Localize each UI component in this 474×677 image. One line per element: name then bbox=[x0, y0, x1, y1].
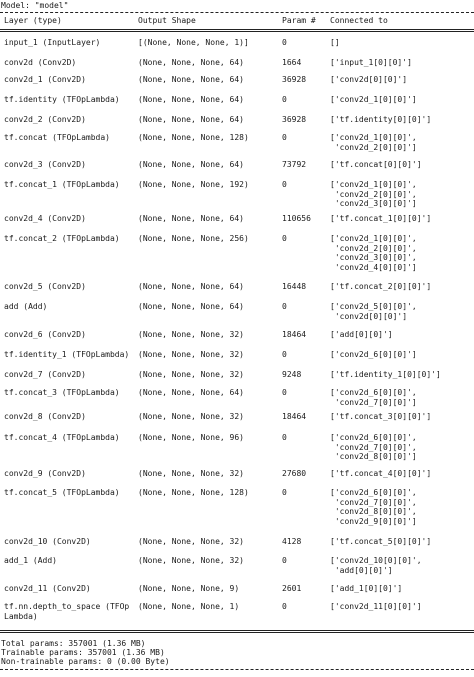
param-count-cell: 9248 bbox=[282, 370, 302, 379]
connected-to-cell bbox=[330, 469, 472, 479]
connected-to-cell bbox=[330, 330, 472, 340]
layer-name-cell: conv2d_4 (Conv2D) bbox=[4, 214, 86, 223]
connected-to-line: 'conv2d_8[0][0]', bbox=[330, 507, 417, 516]
layer-name-cell: conv2d_6 (Conv2D) bbox=[4, 330, 86, 339]
param-count-cell: 1664 bbox=[282, 58, 302, 67]
connected-to-line: ['tf.concat_3[0][0]'] bbox=[330, 412, 432, 421]
connected-to-line: ['conv2d_6[0][0]', bbox=[330, 388, 417, 397]
connected-to-cell bbox=[330, 302, 472, 321]
output-shape-cell: (None, None, None, 1) bbox=[138, 602, 240, 611]
connected-to-line: ['conv2d_6[0][0]'] bbox=[330, 350, 417, 359]
connected-to-cell bbox=[330, 602, 472, 612]
output-shape-cell: (None, None, None, 128) bbox=[138, 133, 249, 142]
output-shape-cell: (None, None, None, 192) bbox=[138, 180, 249, 189]
layer-name-cell: conv2d_2 (Conv2D) bbox=[4, 115, 86, 124]
param-count-cell: 0 bbox=[282, 95, 287, 104]
connected-to-line: ['add[0][0]'] bbox=[330, 330, 393, 339]
connected-to-cell bbox=[330, 38, 472, 48]
layer-name-cell: add (Add) bbox=[4, 302, 48, 311]
connected-to-line: ['conv2d_10[0][0]', bbox=[330, 556, 422, 565]
param-count-cell: 0 bbox=[282, 433, 287, 442]
output-shape-cell: (None, None, None, 64) bbox=[138, 160, 244, 169]
output-shape-cell: (None, None, None, 64) bbox=[138, 75, 244, 84]
connected-to-line: ['tf.concat[0][0]'] bbox=[330, 160, 422, 169]
param-count-cell: 16448 bbox=[282, 282, 307, 291]
connected-to-cell bbox=[330, 488, 472, 526]
param-count-cell: 0 bbox=[282, 133, 287, 142]
connected-to-line: 'conv2d_2[0][0]', bbox=[330, 243, 417, 253]
layer-name-cell: tf.concat_5 (TFOpLambda) bbox=[4, 488, 120, 497]
layer-name-cell: tf.identity (TFOpLambda) bbox=[4, 95, 120, 104]
connected-to-line: 'add[0][0]'] bbox=[330, 565, 393, 575]
connected-to-line: ['conv2d_5[0][0]', bbox=[330, 302, 417, 311]
connected-to-cell bbox=[330, 214, 472, 224]
header-output-shape: Output Shape bbox=[138, 16, 196, 25]
top-separator bbox=[0, 12, 474, 13]
layer-name-cell: tf.nn.depth_to_space (TFOp Lambda) bbox=[4, 602, 130, 621]
connected-to-cell bbox=[330, 584, 472, 594]
layer-name-cell: tf.concat_3 (TFOpLambda) bbox=[4, 388, 120, 397]
connected-to-line: ['tf.identity_1[0][0]'] bbox=[330, 370, 441, 379]
layer-name-cell: conv2d (Conv2D) bbox=[4, 58, 77, 67]
connected-to-line: ['conv2d_11[0][0]'] bbox=[330, 602, 422, 611]
layer-name-cell: tf.concat_1 (TFOpLambda) bbox=[4, 180, 120, 189]
connected-to-line: ['tf.concat_4[0][0]'] bbox=[330, 469, 432, 478]
param-count-cell: 0 bbox=[282, 350, 287, 359]
output-shape-cell: (None, None, None, 64) bbox=[138, 95, 244, 104]
layer-name-cell: conv2d_1 (Conv2D) bbox=[4, 75, 86, 84]
connected-to-line: [] bbox=[330, 38, 340, 47]
connected-to-cell bbox=[330, 370, 472, 380]
output-shape-cell: (None, None, None, 64) bbox=[138, 214, 244, 223]
output-shape-cell: (None, None, None, 64) bbox=[138, 388, 244, 397]
total-params: Total params: 357001 (1.36 MB) bbox=[1, 639, 146, 648]
param-count-cell: 27680 bbox=[282, 469, 307, 478]
param-count-cell: 2601 bbox=[282, 584, 302, 593]
output-shape-cell: (None, None, None, 96) bbox=[138, 433, 244, 442]
bottom-separator bbox=[0, 669, 474, 670]
connected-to-line: ['tf.identity[0][0]'] bbox=[330, 115, 432, 124]
connected-to-line: ['tf.concat_2[0][0]'] bbox=[330, 282, 432, 291]
output-shape-cell: (None, None, None, 32) bbox=[138, 330, 244, 339]
output-shape-cell: (None, None, None, 32) bbox=[138, 350, 244, 359]
output-shape-cell: (None, None, None, 32) bbox=[138, 537, 244, 546]
connected-to-line: ['add_1[0][0]'] bbox=[330, 584, 403, 593]
layer-name-cell: conv2d_11 (Conv2D) bbox=[4, 584, 91, 593]
layer-name-cell: conv2d_3 (Conv2D) bbox=[4, 160, 86, 169]
output-shape-cell: [(None, None, None, 1)] bbox=[138, 38, 249, 47]
connected-to-cell bbox=[330, 133, 472, 152]
output-shape-cell: (None, None, None, 64) bbox=[138, 115, 244, 124]
connected-to-line: 'conv2d_2[0][0]', bbox=[330, 189, 417, 199]
connected-to-line: ['conv2d_6[0][0]', bbox=[330, 433, 417, 442]
param-count-cell: 0 bbox=[282, 38, 287, 47]
connected-to-line: 'conv2d_7[0][0]'] bbox=[330, 397, 417, 407]
layer-name-cell: conv2d_10 (Conv2D) bbox=[4, 537, 91, 546]
connected-to-cell bbox=[330, 350, 472, 360]
connected-to-line: 'conv2d_8[0][0]'] bbox=[330, 452, 417, 461]
param-count-cell: 36928 bbox=[282, 115, 307, 124]
param-count-cell: 36928 bbox=[282, 75, 307, 84]
summary-separator bbox=[0, 630, 474, 633]
connected-to-line: 'conv2d_3[0][0]'] bbox=[330, 199, 417, 208]
param-count-cell: 0 bbox=[282, 388, 287, 397]
param-count-cell: 73792 bbox=[282, 160, 307, 169]
connected-to-line: ['conv2d_1[0][0]'] bbox=[330, 95, 417, 104]
connected-to-line: ['conv2d[0][0]'] bbox=[330, 75, 408, 84]
layer-name-cell: conv2d_9 (Conv2D) bbox=[4, 469, 86, 478]
connected-to-line: 'conv2d_4[0][0]'] bbox=[330, 262, 417, 272]
output-shape-cell: (None, None, None, 256) bbox=[138, 234, 249, 243]
non-trainable-params: Non-trainable params: 0 (0.00 Byte) bbox=[1, 657, 170, 666]
param-count-cell: 0 bbox=[282, 488, 287, 497]
connected-to-line: 'conv2d_7[0][0]', bbox=[330, 442, 417, 452]
connected-to-line: ['conv2d_1[0][0]', bbox=[330, 133, 417, 142]
header-layer-type: Layer (type) bbox=[4, 16, 62, 25]
param-count-cell: 0 bbox=[282, 302, 287, 311]
trainable-params: Trainable params: 357001 (1.36 MB) bbox=[1, 648, 165, 657]
output-shape-cell: (None, None, None, 32) bbox=[138, 412, 244, 421]
connected-to-line: 'conv2d_2[0][0]'] bbox=[330, 142, 417, 152]
layer-name-cell: tf.concat_4 (TFOpLambda) bbox=[4, 433, 120, 442]
connected-to-cell bbox=[330, 388, 472, 407]
layer-name-cell: tf.concat (TFOpLambda) bbox=[4, 133, 110, 142]
connected-to-cell bbox=[330, 282, 472, 292]
param-count-cell: 18464 bbox=[282, 330, 307, 339]
model-title: Model: "model" bbox=[1, 1, 69, 10]
param-count-cell: 0 bbox=[282, 234, 287, 243]
connected-to-line: ['conv2d_6[0][0]', bbox=[330, 488, 417, 497]
connected-to-line: ['conv2d_1[0][0]', bbox=[330, 234, 417, 243]
connected-to-line: 'conv2d_3[0][0]', bbox=[330, 253, 417, 262]
output-shape-cell: (None, None, None, 64) bbox=[138, 58, 244, 67]
header-separator bbox=[0, 29, 474, 32]
connected-to-cell bbox=[330, 160, 472, 170]
param-count-cell: 4128 bbox=[282, 537, 302, 546]
param-count-cell: 110656 bbox=[282, 214, 311, 223]
output-shape-cell: (None, None, None, 9) bbox=[138, 584, 240, 593]
connected-to-line: ['tf.concat_1[0][0]'] bbox=[330, 214, 432, 223]
layer-name-cell: conv2d_8 (Conv2D) bbox=[4, 412, 86, 421]
output-shape-cell: (None, None, None, 32) bbox=[138, 556, 244, 565]
param-count-cell: 0 bbox=[282, 602, 287, 611]
layer-name-cell: conv2d_5 (Conv2D) bbox=[4, 282, 86, 291]
connected-to-cell bbox=[330, 433, 472, 462]
connected-to-cell bbox=[330, 95, 472, 105]
connected-to-line: ['conv2d_1[0][0]', bbox=[330, 180, 417, 189]
param-count-cell: 0 bbox=[282, 556, 287, 565]
connected-to-cell bbox=[330, 75, 472, 85]
connected-to-line: ['input_1[0][0]'] bbox=[330, 58, 412, 67]
connected-to-cell bbox=[330, 58, 472, 68]
layer-name-cell: tf.concat_2 (TFOpLambda) bbox=[4, 234, 120, 243]
header-param-count: Param # bbox=[282, 16, 316, 25]
connected-to-cell bbox=[330, 234, 472, 272]
layer-name-cell: conv2d_7 (Conv2D) bbox=[4, 370, 86, 379]
layer-name-cell: tf.identity_1 (TFOpLambda) bbox=[4, 350, 130, 359]
output-shape-cell: (None, None, None, 32) bbox=[138, 370, 244, 379]
output-shape-cell: (None, None, None, 128) bbox=[138, 488, 249, 497]
connected-to-cell bbox=[330, 537, 472, 547]
connected-to-cell bbox=[330, 115, 472, 125]
header-connected-to: Connected to bbox=[330, 16, 388, 25]
layer-name-cell: add_1 (Add) bbox=[4, 556, 57, 565]
layer-name-cell: input_1 (InputLayer) bbox=[4, 38, 101, 47]
output-shape-cell: (None, None, None, 64) bbox=[138, 282, 244, 291]
connected-to-cell bbox=[330, 556, 472, 575]
param-count-cell: 18464 bbox=[282, 412, 307, 421]
connected-to-line: 'conv2d_7[0][0]', bbox=[330, 497, 417, 507]
param-count-cell: 0 bbox=[282, 180, 287, 189]
connected-to-line: 'conv2d_9[0][0]'] bbox=[330, 516, 417, 526]
connected-to-line: 'conv2d[0][0]'] bbox=[330, 311, 408, 321]
connected-to-cell bbox=[330, 412, 472, 422]
connected-to-line: ['tf.concat_5[0][0]'] bbox=[330, 537, 432, 546]
connected-to-cell bbox=[330, 180, 472, 209]
output-shape-cell: (None, None, None, 64) bbox=[138, 302, 244, 311]
output-shape-cell: (None, None, None, 32) bbox=[138, 469, 244, 478]
